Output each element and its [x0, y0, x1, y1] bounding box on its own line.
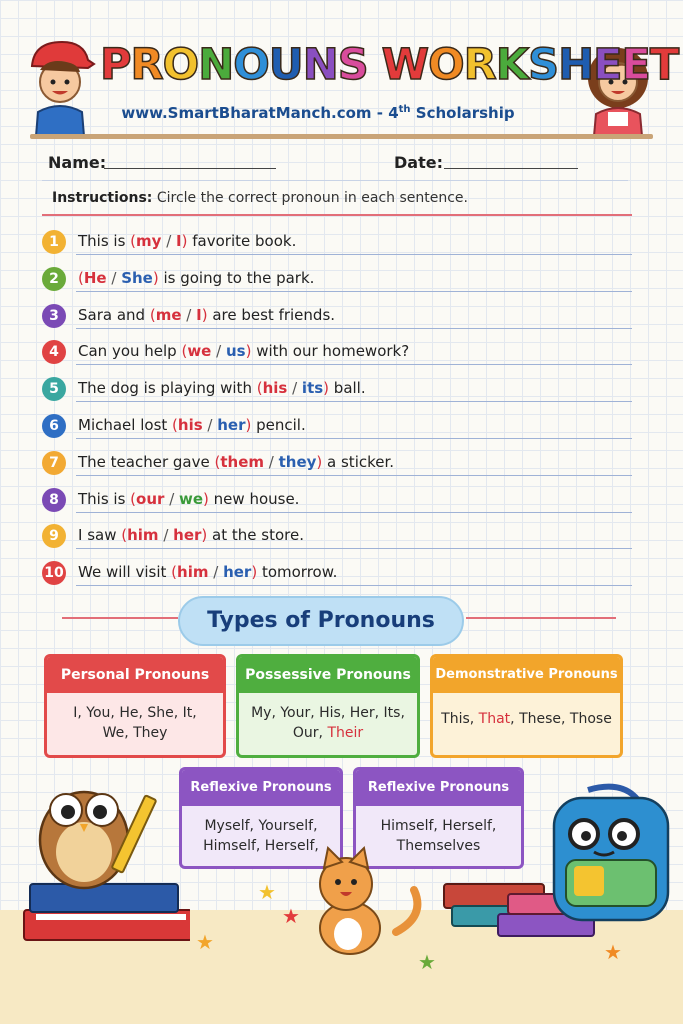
pronoun-option[interactable]: us — [225, 342, 246, 361]
pronoun-option[interactable]: its — [301, 379, 324, 398]
card-title: Possessive Pronouns — [239, 657, 417, 693]
question-sentence: We will visit (him / her) tomorrow. — [78, 563, 338, 582]
question-sentence: Sara and (me / I) are best friends. — [78, 305, 336, 324]
question-number: 7 — [42, 451, 66, 475]
question-number: 2 — [42, 267, 66, 291]
question-row — [42, 561, 632, 591]
answer-line — [76, 475, 632, 476]
card-title: Reflexive Pronouns — [356, 770, 521, 806]
title-letter: H — [558, 40, 594, 90]
answer-line — [76, 585, 632, 586]
star-icon: ★ — [258, 880, 276, 904]
question-sentence: Can you help (we / us) with our homework? — [78, 342, 410, 361]
question-sentence: This is (our / we) new house. — [78, 489, 300, 508]
answer-line — [76, 254, 632, 255]
title-letter: N — [302, 40, 338, 90]
title-letter: N — [198, 40, 234, 90]
question-row — [42, 414, 632, 444]
answer-line — [76, 401, 632, 402]
card-body: I, You, He, She, It, We, They — [73, 705, 197, 741]
star-icon: ★ — [604, 940, 622, 964]
question-number: 9 — [42, 524, 66, 548]
divider — [42, 180, 628, 181]
pronoun-option[interactable]: I — [176, 232, 182, 250]
pronoun-option[interactable]: I — [196, 305, 202, 324]
title-letter: R — [463, 40, 496, 90]
header-rule — [30, 134, 653, 139]
question-row — [42, 377, 632, 407]
pronoun-option[interactable]: me — [155, 305, 182, 324]
pronoun-option[interactable]: them — [220, 452, 264, 471]
title-letter: O — [233, 40, 269, 90]
question-row — [42, 488, 632, 518]
question-sentence: Michael lost (his / her) pencil. — [78, 416, 306, 434]
card-title: Personal Pronouns — [47, 657, 223, 693]
date-label: Date: — [394, 153, 443, 172]
name-label: Name: — [48, 153, 107, 172]
pronoun-option[interactable]: her — [173, 526, 202, 545]
title-letter: S — [337, 40, 368, 90]
owl-icon — [20, 770, 190, 950]
pronoun-option[interactable]: my — [136, 232, 162, 250]
question-number: 4 — [42, 340, 66, 364]
date-field[interactable] — [444, 168, 578, 169]
pronoun-option[interactable]: they — [278, 452, 317, 471]
title-letter: S — [528, 40, 559, 90]
answer-line — [76, 291, 632, 292]
pronoun-option[interactable]: He — [83, 268, 107, 287]
answer-line — [76, 438, 632, 439]
pronoun-option[interactable]: his — [177, 416, 203, 434]
question-row — [42, 304, 632, 334]
name-field[interactable] — [104, 168, 276, 169]
title-letter: U — [268, 40, 303, 90]
question-number: 8 — [42, 488, 66, 512]
answer-line — [76, 548, 632, 549]
answer-line — [76, 364, 632, 365]
pronoun-option[interactable]: She — [121, 268, 153, 287]
pronoun-option[interactable]: him — [127, 526, 159, 545]
card-body: My, Your, His, Her, Its, Our, Their — [251, 705, 405, 741]
star-icon: ★ — [418, 950, 436, 974]
card-body: Himself, Herself, Themselves — [380, 818, 497, 854]
question-row — [42, 524, 632, 554]
title-letter: W — [381, 40, 429, 90]
pronoun-option[interactable]: we — [179, 489, 204, 508]
instructions: Instructions: Circle the correct pronoun in each sentence. — [52, 190, 468, 206]
card-demonstrative — [430, 654, 623, 758]
card-title: Reflexive Pronouns — [182, 770, 340, 806]
website-subtitle: www.SmartBharatManch.com - 4th Scholarship — [121, 104, 515, 122]
pronoun-option[interactable]: our — [136, 489, 165, 508]
question-sentence: The teacher gave (them / they) a sticker. — [78, 452, 395, 471]
types-heading: Types of Pronouns — [178, 596, 464, 646]
title-letter: R — [130, 40, 163, 90]
answer-line — [76, 512, 632, 513]
card-title: Demonstrative Pronouns — [433, 657, 620, 693]
title-letter: E — [621, 40, 650, 90]
backpack-icon — [438, 780, 678, 956]
title-letter: E — [593, 40, 622, 90]
question-row — [42, 451, 632, 481]
worksheet-title — [100, 40, 679, 90]
title-letter: P — [100, 40, 131, 90]
card-body: This, That, These, Those — [441, 711, 612, 727]
question-row — [42, 230, 632, 260]
question-sentence: This is (my / I) favorite book. — [78, 232, 297, 250]
question-row — [42, 340, 632, 370]
answer-line — [76, 328, 632, 329]
title-letter: O — [162, 40, 199, 90]
star-icon: ★ — [282, 904, 300, 928]
card-personal — [44, 654, 226, 758]
question-row — [42, 267, 632, 297]
title-letter: O — [428, 40, 464, 90]
pronoun-option[interactable]: his — [262, 379, 288, 398]
question-number: 6 — [42, 414, 66, 438]
pronoun-option[interactable]: her — [223, 563, 252, 582]
instructions-rule — [42, 214, 632, 216]
section-rule-left — [62, 617, 178, 619]
star-icon: ★ — [196, 930, 214, 954]
section-rule-right — [466, 617, 616, 619]
question-number: 1 — [42, 230, 66, 254]
cat-icon — [298, 846, 428, 958]
boy-icon — [22, 36, 98, 136]
question-number: 3 — [42, 304, 66, 328]
question-number: 5 — [42, 377, 66, 401]
pronoun-option[interactable]: her — [217, 416, 246, 434]
question-sentence: I saw (him / her) at the store. — [78, 526, 304, 545]
question-number: 10 — [42, 561, 66, 585]
pronoun-option[interactable]: him — [177, 563, 209, 582]
pronoun-option[interactable]: we — [187, 342, 212, 361]
card-possessive — [236, 654, 420, 758]
question-sentence: The dog is playing with (his / its) ball. — [78, 379, 366, 398]
title-letter: K — [495, 40, 529, 90]
title-letter: T — [649, 40, 679, 90]
question-sentence: (He / She) is going to the park. — [78, 268, 315, 287]
card-body: Myself, Yourself, Himself, Herself, — [203, 818, 319, 854]
